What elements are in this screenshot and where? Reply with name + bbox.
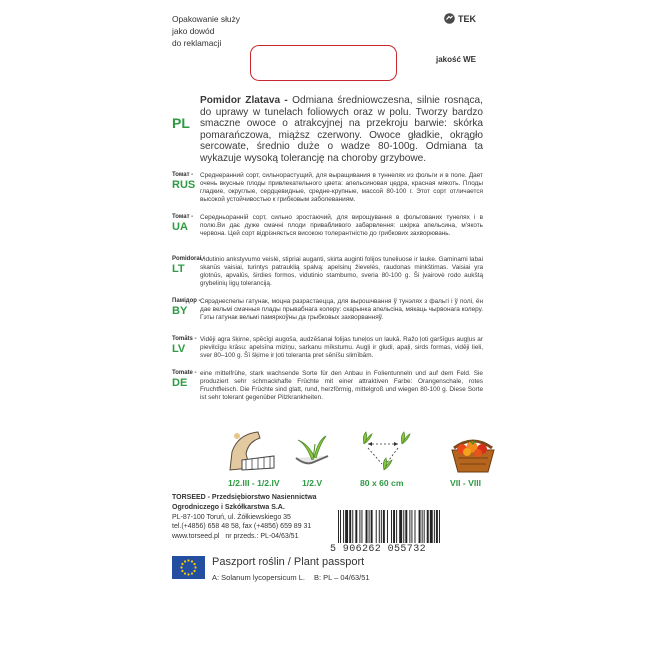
barcode-bar xyxy=(340,510,341,543)
lang-code-ua: UA xyxy=(172,221,188,233)
lang-head-ua xyxy=(172,214,192,233)
eu-star xyxy=(181,563,183,565)
batch-label-box xyxy=(250,45,397,81)
barcode-bar xyxy=(415,510,416,543)
description-text-rus: Среднеранний сорт, сильнорастущий, для выращивания в туннелях из фольги и в поле. Дает очень вкусные плоды привлекательного цвета: апельсиновая цедра, красная мякоть. Плоды гладкие, округлые, сердцевидные, средне-крупные, массой 80-100 г. Этот сорт отличается высокой устойчивостью к грибковым заболеваниям. xyxy=(200,172,483,204)
company-web: www.torseed.pl xyxy=(172,533,220,541)
brand-name: TEK xyxy=(458,13,476,24)
variety-name-by: Памідор - xyxy=(172,298,201,304)
barcode-bar xyxy=(352,510,353,543)
lang-text-pl xyxy=(200,95,483,165)
complaint-line: do reklamacji xyxy=(172,38,222,48)
cultivation-icons xyxy=(228,430,488,465)
lang-code-lv: LV xyxy=(172,343,186,355)
complaint-line: Opakowanie służy xyxy=(172,14,240,24)
barcode-bar xyxy=(427,510,429,543)
eu-star xyxy=(187,573,189,575)
passport-species: A: Solanum lycopersicum L. xyxy=(212,573,305,582)
eu-star xyxy=(191,560,193,562)
eu-star xyxy=(184,572,186,574)
lang-head-lt xyxy=(172,256,206,275)
description-text-lt: Vidutinio ankstyvumo veislė, stipriai auganti, skirta auginti folijos tuneliuose ir lauke. Gaminami labai skanūs vaisiai, turintys patrauklią spalvą: apelsinų žievelės, raudonas minkštimas. Vaisiai yra glotnūs, apvalūs, širdies formos, vidutinio stambumo, sveria 80-100 g. Ši įvairovė rodo aukštą grybelinių ligų toleranciją. xyxy=(200,256,483,288)
barcode xyxy=(337,510,485,543)
barcode-bar xyxy=(379,510,380,543)
eu-star xyxy=(187,559,189,561)
description-text-ua: Середньоранній сорт, сильно зростаючий, для вирощування в фольгованих тунелях і в полю.Ви дає дуже смачні плоди привабливого забарвлення: шкірка апельсина, м'якоть червона. Цей сорт відрізняється високою толерантністю до грибкових захворювань. xyxy=(200,214,483,238)
lang-code-by: BY xyxy=(172,305,188,317)
eu-star xyxy=(193,570,195,572)
lang-head-by xyxy=(172,298,201,317)
company-address: PL-87-100 Toruń, ul. Żółkiewskiego 35 xyxy=(172,513,291,521)
variety-name-lv: Tomāts - xyxy=(172,336,197,342)
barcode-bar xyxy=(383,510,385,543)
barcode-bar xyxy=(396,510,397,543)
barcode-bar xyxy=(430,510,433,543)
description-text-pl: Odmiana średniowczesna, silnie rosnąca, do uprawy w tunelach foliowych oraz w polu. Tworzy bardzo smaczne owoce o atrakcyjnej na przekroju barwie: skórka pomarańczowa, miąższ czerwony. Owoce gładkie, okrągło sercowate, średnio duże o wadze 80-100g. Odmiana ta wykazuje wysoką tolerancję na choroby grzybowe. xyxy=(200,95,483,164)
description-text-lv: Vidēji agra šķirne, spēcīgi augoša, audzēšanai folijas tuneļos un laukā. Ražo ļoti garšīgus augļus ar pievilcīgu krāsu: apelsīna miziņu, sarkanu mīkstumu. Augļi ir gludi, apaļi, sirds formas, vidēji lieli, sver 80–100 g. Šī šķirne ir ļoti toleranta pret sēnīšu slimībām. xyxy=(200,336,483,360)
brand-mark-icon xyxy=(444,13,455,24)
producer-number: nr przeds.: PL-04/63/51 xyxy=(225,533,299,541)
eu-star xyxy=(181,570,183,572)
barcode-bar xyxy=(387,510,388,543)
variety-name-rus: Томат - xyxy=(172,172,194,178)
barcode-bar xyxy=(403,510,404,543)
company-name-line1: TORSEED - Przedsiębiorstwo Nasiennictwa xyxy=(172,494,317,501)
barcode-bar xyxy=(436,510,438,543)
passport-registration: B: PL – 04/63/51 xyxy=(314,573,370,582)
barcode-bar xyxy=(366,510,368,543)
description-text-by: Сярэднеспелы гатунак, моцна разрастаецца, для вырошчвання ў тунэлях з фальгі і ў полі, ён дае вельмі смачныя плады прывабнага колеру: скарынка апельсіна, мякаць чырвонага колеру. Гэты гатунак вельмі памяркоўны да грыбковых захворванняў. xyxy=(200,298,483,322)
planting-trowel-icon xyxy=(292,430,336,472)
plant-passport xyxy=(172,556,482,584)
barcode-bar xyxy=(345,510,348,543)
barcode-bar xyxy=(349,510,351,543)
quality-mark: jakość WE xyxy=(435,55,476,64)
variety-name-de: Tomate - xyxy=(172,370,197,376)
harvest-basket-icon xyxy=(448,430,498,474)
company-name-line2: Ogrodniczego i Szkółkarstwa S.A. xyxy=(172,503,285,511)
variety-name-lt: Pomidorai - xyxy=(172,256,206,262)
barcode-bar xyxy=(355,510,357,543)
passport-title: Paszport roślin / Plant passport xyxy=(212,556,365,568)
harvest-period-label: VII - VIII xyxy=(450,478,482,488)
barcode-bar xyxy=(361,510,362,543)
lang-code-lt: LT xyxy=(172,263,185,275)
lang-code-rus: RUS xyxy=(172,179,196,191)
seed-packet-back xyxy=(160,0,492,650)
company-web-line xyxy=(172,532,317,542)
spacing-label: 80 x 60 cm xyxy=(360,478,404,488)
complaint-line: jako dowód xyxy=(172,26,215,36)
barcode-bar xyxy=(419,510,421,543)
barcode-bar xyxy=(381,510,382,543)
sowing-period-label: 1/2.III - 1/2.IV xyxy=(228,478,280,488)
barcode-bar xyxy=(393,510,395,543)
complaint-note xyxy=(172,13,240,49)
eu-star xyxy=(184,560,186,562)
eu-star xyxy=(193,563,195,565)
barcode-digits: 5 906262 055732 xyxy=(330,544,427,555)
barcode-bar xyxy=(338,510,339,543)
barcode-bar xyxy=(399,510,402,543)
eu-star xyxy=(180,566,182,568)
lang-head-pl xyxy=(172,95,200,131)
barcode-bar xyxy=(371,510,373,543)
description-text-de: eine mittelfrühe, stark wachsende Sorte für den Anbau in Folientunneln und auf dem Feld. Sie produziert sehr schmackhafte Früchte mit einer attraktiven Farbe: Orangenschale, rotes Fruchtfleisch. Die Früchte sind glatt, rund, herzförmig, mittelgroß und wiegen 80-100 g. Diese Sorte ist sehr tolerant gegenüber Pilzkrankheiten. xyxy=(200,370,483,402)
eu-star xyxy=(191,572,193,574)
barcode-bar xyxy=(422,510,423,543)
company-phone: tel.(+4856) 658 48 58, fax (+4856) 659 89 31 xyxy=(172,523,312,531)
barcode-bar xyxy=(391,510,392,543)
barcode-bar xyxy=(409,510,410,543)
lang-head-rus xyxy=(172,172,196,191)
barcode-bar xyxy=(376,510,377,543)
sowing-tray-icon xyxy=(228,430,280,472)
spacing-arrows-icon xyxy=(354,430,414,474)
eu-flag-icon xyxy=(172,556,205,579)
planting-period-label: 1/2.V xyxy=(302,478,323,488)
variety-name-ua: Томат - xyxy=(172,214,194,220)
lang-code-de: DE xyxy=(172,377,188,389)
barcode-bar xyxy=(359,510,360,543)
eu-star xyxy=(194,566,196,568)
variety-name-pl: Pomidor Zlatava - xyxy=(200,95,288,106)
lang-head-de xyxy=(172,370,197,389)
barcode-bar xyxy=(343,510,344,543)
barcode-bar xyxy=(424,510,425,543)
barcode-bar xyxy=(411,510,412,543)
barcode-bar xyxy=(439,510,440,543)
cultivation-labels xyxy=(228,478,488,490)
lang-code-pl: PL xyxy=(172,115,190,131)
lang-head-lv xyxy=(172,336,197,355)
company-info xyxy=(172,493,317,542)
barcode-bar xyxy=(369,510,370,543)
barcode-bar xyxy=(405,510,407,543)
barcode-bar xyxy=(434,510,435,543)
brand-logo xyxy=(444,13,476,24)
